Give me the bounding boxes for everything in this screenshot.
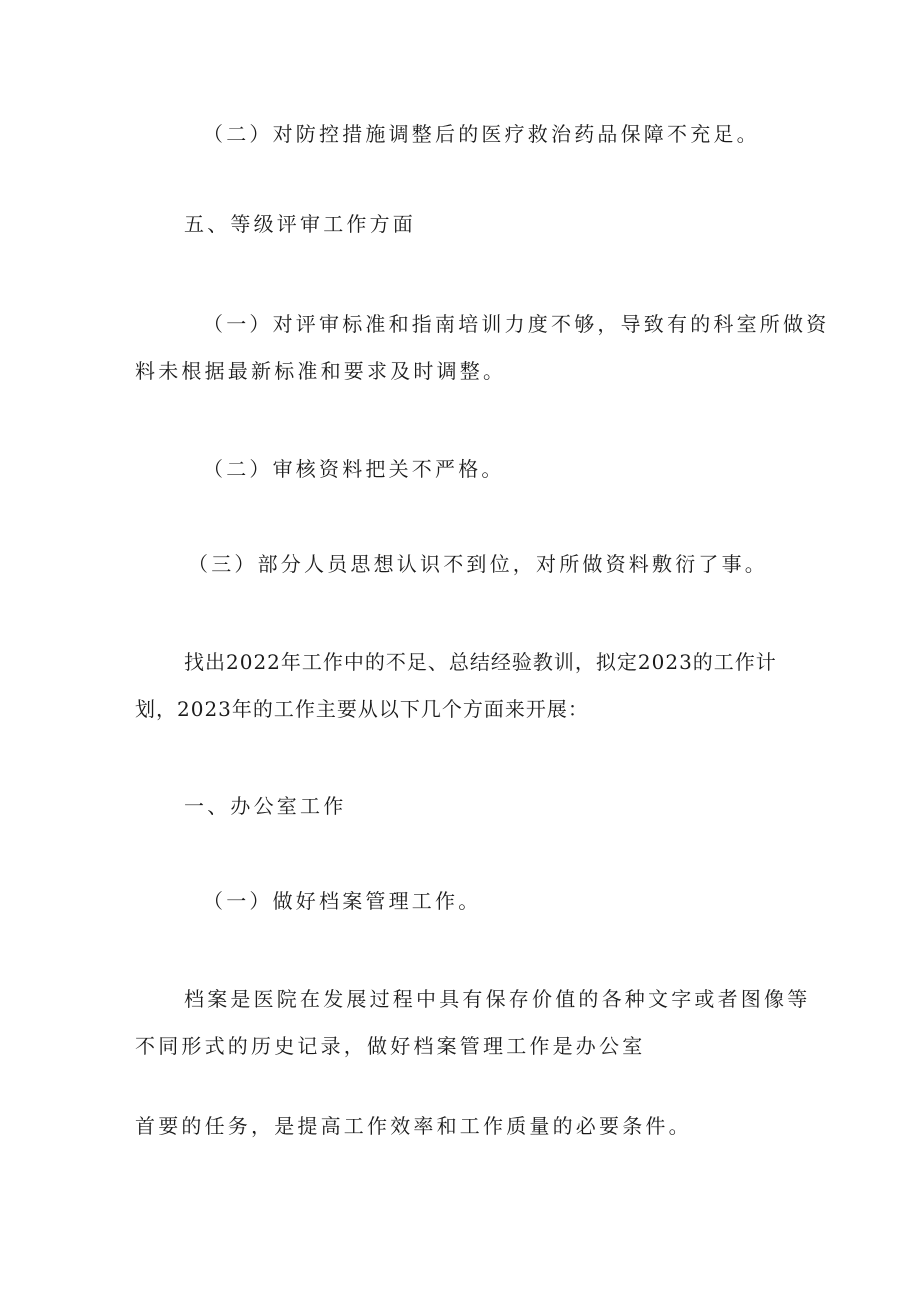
- paragraph-staff-awareness: （三）部分人员思想认识不到位，对所做资料敷衍了事。: [188, 552, 768, 576]
- heading-office-work: 一、办公室工作: [184, 794, 347, 818]
- paragraph-audit-not-strict: （二）审核资料把关不严格。: [203, 457, 505, 481]
- paragraph-archive-importance: 首要的任务，是提高工作效率和工作质量的必要条件。: [135, 1114, 692, 1138]
- paragraph-medical-supply-shortage: （二）对防控措施调整后的医疗救治药品保障不充足。: [203, 122, 760, 146]
- paragraph-archive-definition-line1: 档案是医院在发展过程中具有保存价值的各种文字或者图像等: [184, 987, 811, 1011]
- heading-grade-review-work: 五、等级评审工作方面: [184, 212, 416, 236]
- heading-archive-management: （一）做好档案管理工作。: [203, 889, 482, 913]
- paragraph-review-training-line2: 料未根据最新标准和要求及时调整。: [135, 359, 507, 383]
- paragraph-archive-definition-line2: 不同形式的历史记录，做好档案管理工作是办公室: [135, 1034, 646, 1058]
- paragraph-review-training-line1: （一）对评审标准和指南培训力度不够，导致有的科室所做资: [203, 312, 830, 336]
- paragraph-2023-plan-line1: 找出2022年工作中的不足、总结经验教训，拟定2023的工作计: [184, 650, 777, 674]
- paragraph-2023-plan-line2: 划，2023年的工作主要从以下几个方面来开展：: [135, 697, 589, 721]
